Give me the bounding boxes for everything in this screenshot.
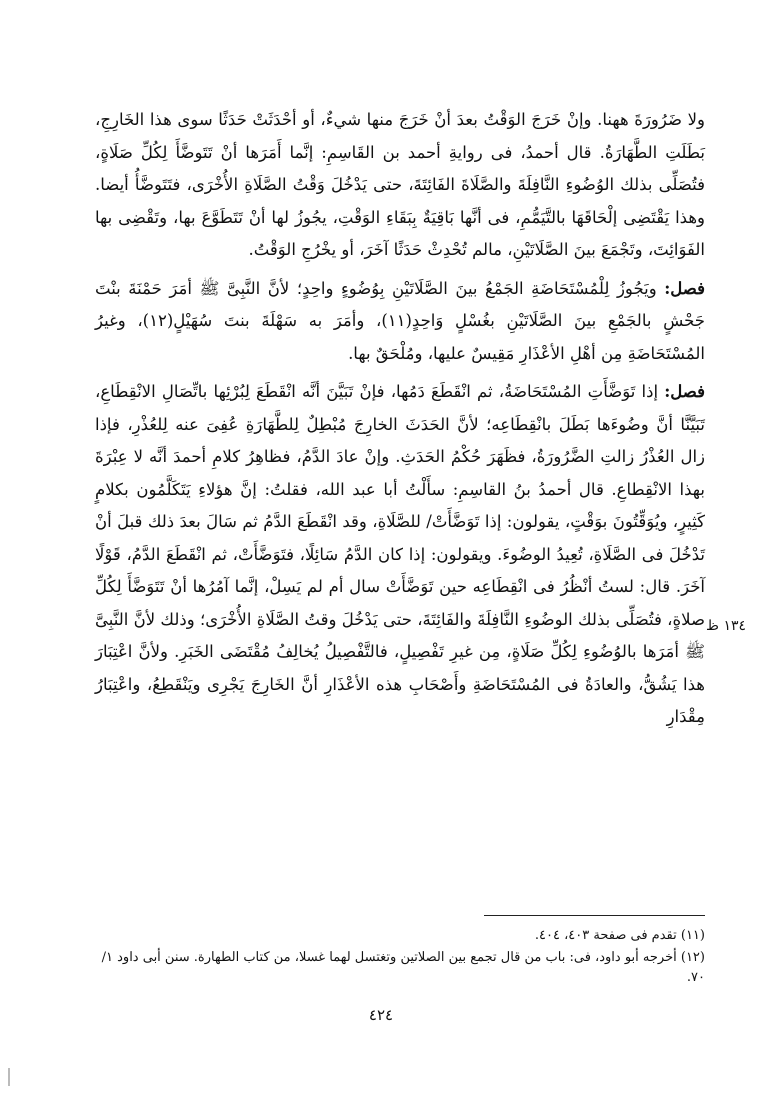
manuscript-folio-marker: ١٣٤ ظ <box>706 618 746 634</box>
scan-edge-mark <box>8 1068 10 1086</box>
paragraph-3-text: إذا تَوَضَّأَتِ المُسْتَحَاضَةُ، ثم انْقَطَعَ دَمُها، فإنْ تَبَيَّنَ أنَّه انْقَطَعَ لِبُرْئِها باتِّصَالِ الانْقِطَاعِ، تَبَيَّنَّا أنَّ وضُوءَها بَطَلَ بانْقِطَاعِه؛ لأنَّ الحَدَثَ الخارِجَ مُبْطِلٌ لِلطَّهَارَةِ عُفِىَ عنه لِلعُذْرِ، فإذا زال العُذْرُ زالتِ الضَّرُورَةُ، فظَهَرَ حُكْمُ الحَدَثِ. وإنْ عادَ الدَّمُ، فظاهِرُ كلامِ أحمدَ أنَّه لا عِبْرَةَ بهذا الانْقِطاعِ. قال أحمدُ بنُ القاسِمِ: سأَلْتُ أبا عبد الله، فقلتُ: إنَّ هؤلاءِ يَتَكَلَّمُون بكلامٍ كَثِيرٍ، ويُوَقِّتُونَ بوَقْتٍ، يقولون: إذا تَوَضَّأَتْ/ للصَّلَاةِ، وقد انْقَطَعَ الدَّمُ ثم سَالَ بعدَ ذلك قبلَ أنْ تَدْخُلَ فى الصَّلَاةِ، تُعِيدُ الوضُوءَ. ويقولون: إذا كان الدَّمُ سَائِلًا، فتَوَضَّأَتْ، ثم انْقَطَعَ الدَّمُ، قَوْلًا آخَرَ. قال: لستُ أنْظُرُ فى انْقِطَاعِه حين تَوَضَّأَتْ سال أم لم يَسِلْ، إنَّما آمُرُها أنْ تَتَوَضَّأَ لِكُلِّ صلاةٍ، فتُصَلِّى بذلك الوضُوءِ النَّافِلَةَ والفَائِتَةَ، حتى يَدْخُلَ وقتُ الصَّلَاةِ الأُخْرَى؛ وذلك لأنَّ النَّبِىَّ ﷺ أمَرَها بالوُضُوءِ لِكُلِّ صَلَاةٍ، مِن غيرِ تَفْصِيلٍ، فالتَّفْصِيلُ يُخالِفُ مُقْتَضَى الخَبَرِ. ولأنَّ اعْتِبَارَ هذا يَشُقُّ، والعادَةُ فى المُسْتَحَاضَةِ وأَصْحَابِ هذه الأعْذَارِ أنَّ الخَارِجَ يَجْرِى ويَنْقَطِعُ، واعْتِبَارُ مِقْدَارِ <box>95 382 706 726</box>
section-label: فصل: <box>664 278 705 298</box>
section-label: فصل: <box>664 382 705 401</box>
main-text <box>95 104 705 734</box>
page-number: ٤٢٤ <box>368 1006 394 1024</box>
footnote-11: (١١) تقدم فى صفحة ٤٠٣، ٤٠٤. <box>534 928 705 943</box>
paragraph-fasl-1 <box>95 273 705 371</box>
footnote-separator <box>484 915 705 916</box>
paragraph-2-text: ويَجُوزُ لِلْمُسْتَحَاضَةِ الجَمْعُ بينَ الصَّلَاتَيْنِ بِوُضُوءٍ واحِدٍ؛ لأنَّ النَّبِىَّ ﷺ أمَرَ حَمْنَةَ بنْتَ جَحْشٍ بالجَمْعِ بينَ الصَّلَاتَيْنِ بغُسْلٍ وَاحِدٍ(١١)، وأمَرَ به سَهْلَةَ بنتَ سُهَيْلٍ(١٢)، وغيرُ المُسْتَحَاضَةِ مِن أهْلِ الأعْذَارِ مَقِيسٌ عليها، ومُلْحَقٌ بها. <box>95 278 705 363</box>
footnote-12: (١٢) أخرجه أبو داود، فى: باب من قال تجمع بين الصلاتين وتغتسل لهما غسلا، من كتاب الطهارة. سنن أبى داود ١/ ٧٠. <box>101 950 705 985</box>
paragraph-1: ولا ضَرُورَةَ ههنا. وإنْ خَرَجَ الوَقْتُ بعدَ أنْ خَرَجَ منها شيءٌ، أو أحْدَثَتْ حَدَثًا سوى هذا الخَارِجِ، بَطَلَتِ الطَّهَارَةُ. قال أحمدُ، فى روايةِ أحمد بن القَاسِمِ: إنَّما أَمَرَها أنْ تَتَوضَّأَ لِكُلِّ صَلَاةٍ، فتُصَلِّى بذلك الوُضُوءِ النَّافِلَةَ والصَّلَاةَ الفَائِتَةَ، حتى يَدْخُلَ وَقْتُ الصَّلَاةِ الأُخْرَى، فتَتَوضَّأُ أيضا. وهذا يَقْتَضِى إلْحَاقَهَا بالتَّيَمُّمِ، فى أنَّها بَاقِيَةٌ بِبَقَاءِ الوَقْتِ، يجُوزُ لها أنْ تَتَطَوَّعَ بها، وتَقْضِى بها الفَوَائِتَ، وتَجْمَعَ بينَ الصَّلَاتَيْنِ، مالم تُحْدِثْ حَدَثًا آخَرَ، أو يخْرُجِ الوَقْتُ. <box>95 110 705 259</box>
paragraph-fasl-2 <box>95 376 705 734</box>
footnotes <box>95 926 705 990</box>
